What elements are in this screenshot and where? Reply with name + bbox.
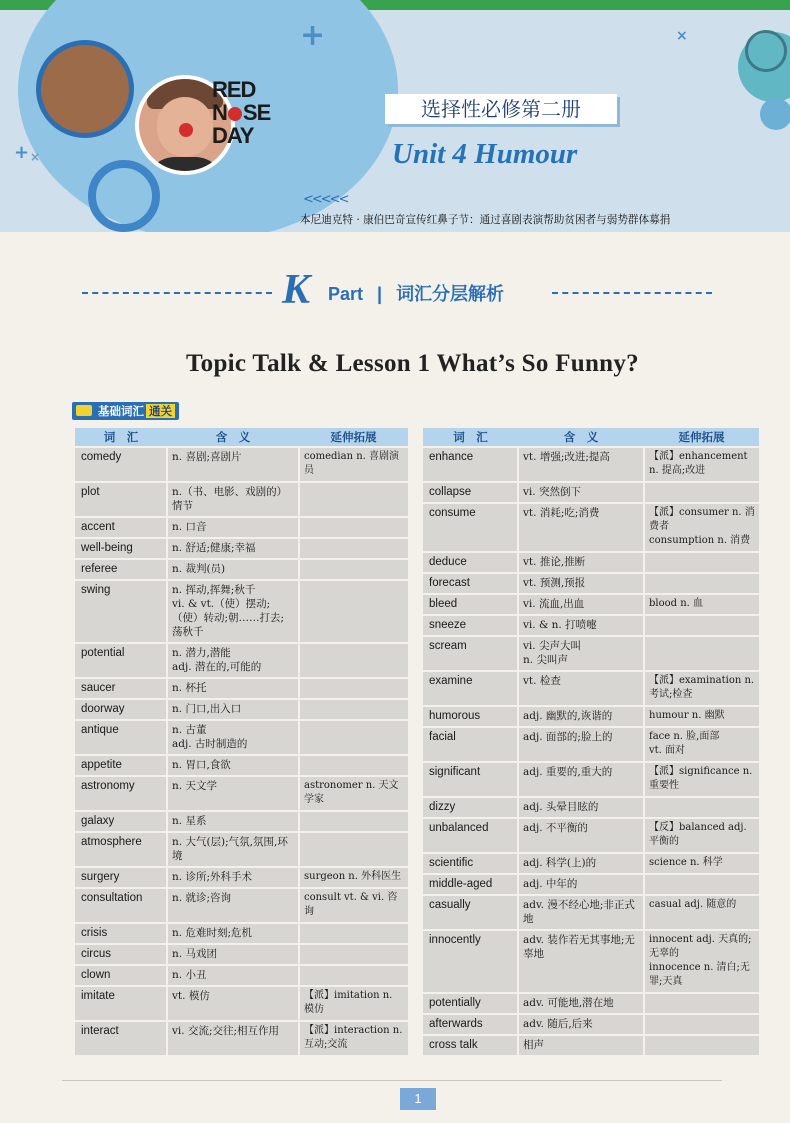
table-row	[75, 867, 408, 888]
vocab-extension: casual adj. 随意的	[644, 895, 759, 930]
vocab-word: significant	[423, 762, 518, 797]
vocab-extension: 【派】enhancement n. 提高;改进	[644, 447, 759, 482]
vocab-word: humorous	[423, 706, 518, 727]
vocab-extension	[299, 678, 408, 699]
dashed-divider	[552, 292, 712, 294]
table-row	[75, 755, 408, 776]
table-row	[75, 559, 408, 580]
red-nose-day-logo: RED N SE DAY	[212, 77, 271, 148]
vocab-word: comedy	[75, 447, 167, 482]
vocab-word: cross talk	[423, 1035, 518, 1056]
vocab-meaning: n. 喜剧;喜剧片	[167, 447, 299, 482]
vocab-word: plot	[75, 482, 167, 517]
vocab-word: sneeze	[423, 615, 518, 636]
column-header-word: 词 汇	[423, 428, 518, 447]
vocab-extension	[644, 552, 759, 573]
vocab-meaning: n. 古董 adj. 古时制造的	[167, 720, 299, 755]
vocab-meaning: adv. 随后,后来	[518, 1014, 644, 1035]
vocab-word: examine	[423, 671, 518, 706]
column-header-meaning: 含 义	[518, 428, 644, 447]
vocab-extension: science n. 科学	[644, 853, 759, 874]
book-icon	[76, 405, 92, 416]
table-row	[75, 1021, 408, 1056]
vocab-word: crisis	[75, 923, 167, 944]
vocab-meaning: adj. 科学(上)的	[518, 853, 644, 874]
vocab-extension	[644, 874, 759, 895]
vocab-meaning: adv. 漫不经心地;非正式地	[518, 895, 644, 930]
vocab-word: clown	[75, 965, 167, 986]
table-row	[423, 762, 759, 797]
part-heading	[82, 268, 712, 316]
table-row	[75, 986, 408, 1021]
vocab-extension: comedian n. 喜剧演员	[299, 447, 408, 482]
vocab-meaning: adj. 面部的;脸上的	[518, 727, 644, 762]
table-row	[423, 706, 759, 727]
crowd-photo	[41, 45, 129, 133]
part-label: Part | 词汇分层解析	[328, 284, 505, 304]
vocab-extension	[299, 944, 408, 965]
vocab-word: saucer	[75, 678, 167, 699]
table-row	[423, 503, 759, 552]
red-nose-icon	[179, 123, 193, 137]
vocab-meaning: n. 杯托	[167, 678, 299, 699]
cross-icon: ×	[676, 28, 688, 44]
vocab-meaning: adj. 重要的,重大的	[518, 762, 644, 797]
vocab-word: referee	[75, 559, 167, 580]
table-row	[423, 797, 759, 818]
vocab-extension: surgeon n. 外科医生	[299, 867, 408, 888]
plus-icon: +	[300, 18, 326, 53]
vocab-extension	[299, 699, 408, 720]
table-row	[423, 594, 759, 615]
vocab-extension: consult vt. & vi. 咨询	[299, 888, 408, 923]
vocab-word: dizzy	[423, 797, 518, 818]
chevron-left-icon: <<<<<	[303, 192, 348, 207]
column-header-meaning: 含 义	[167, 428, 299, 447]
plus-icon: +	[14, 142, 30, 163]
vocab-meaning: n. 诊所;外科手术	[167, 867, 299, 888]
vocab-word: afterwards	[423, 1014, 518, 1035]
vocab-word: middle-aged	[423, 874, 518, 895]
page-number: 1	[400, 1088, 436, 1110]
table-row	[75, 538, 408, 559]
vocab-meaning: vt. 推论,推断	[518, 552, 644, 573]
table-row	[423, 874, 759, 895]
table-row	[423, 671, 759, 706]
vocab-word: potential	[75, 643, 167, 678]
table-row	[423, 1035, 759, 1056]
vocab-word: enhance	[423, 447, 518, 482]
vocab-word: scream	[423, 636, 518, 671]
table-row	[423, 482, 759, 503]
vocab-meaning: n. 潜力,潜能 adj. 潜在的,可能的	[167, 643, 299, 678]
vocab-extension: 【反】balanced adj. 平衡的	[644, 818, 759, 853]
table-row	[75, 699, 408, 720]
table-row	[75, 776, 408, 811]
vocab-word: consume	[423, 503, 518, 552]
vocab-word: interact	[75, 1021, 167, 1056]
vocab-meaning: n. 危难时刻;危机	[167, 923, 299, 944]
vocab-word: facial	[423, 727, 518, 762]
vocab-extension	[299, 482, 408, 517]
vocab-extension	[299, 755, 408, 776]
vocab-extension	[644, 797, 759, 818]
table-row	[423, 895, 759, 930]
vocab-word: bleed	[423, 594, 518, 615]
vocab-extension: 【派】interaction n. 互动;交流	[299, 1021, 408, 1056]
vocab-extension	[299, 538, 408, 559]
photo-caption: 本尼迪克特 · 康伯巴奇宣传红鼻子节：通过喜剧表演帮助贫困者与弱势群体募捐	[300, 214, 671, 226]
vocab-word: imitate	[75, 986, 167, 1021]
vocab-extension	[299, 811, 408, 832]
vocab-meaning: vt. 模仿	[167, 986, 299, 1021]
table-row	[75, 944, 408, 965]
vocab-meaning: adj. 不平衡的	[518, 818, 644, 853]
vocab-word: deduce	[423, 552, 518, 573]
table-row	[75, 811, 408, 832]
vocab-word: surgery	[75, 867, 167, 888]
vocab-extension: humour n. 幽默	[644, 706, 759, 727]
vocab-table-right	[423, 428, 759, 1057]
vocab-word: consultation	[75, 888, 167, 923]
vocab-extension	[299, 559, 408, 580]
part-letter: K	[282, 267, 311, 313]
vocab-meaning: adv. 可能地,潜在地	[518, 993, 644, 1014]
vocab-extension: 【派】examination n. 考试;检查	[644, 671, 759, 706]
vocab-extension: innocent adj. 天真的;无辜的 innocence n. 清白;无罪;天真	[644, 930, 759, 993]
table-row	[423, 1014, 759, 1035]
vocab-extension	[644, 482, 759, 503]
table-row	[75, 720, 408, 755]
vocab-word: antique	[75, 720, 167, 755]
vocab-extension: 【派】consumer n. 消费者 consumption n. 消费	[644, 503, 759, 552]
vocab-extension: 【派】significance n. 重要性	[644, 762, 759, 797]
vocab-meaning: n. 门口,出入口	[167, 699, 299, 720]
vocab-word: astronomy	[75, 776, 167, 811]
vocab-word: well-being	[75, 538, 167, 559]
table-row	[75, 888, 408, 923]
vocab-meaning: vi. 交流;交往;相互作用	[167, 1021, 299, 1056]
vocab-meaning: vi. 流血,出血	[518, 594, 644, 615]
table-row	[423, 727, 759, 762]
vocab-meaning: adj. 幽默的,诙谐的	[518, 706, 644, 727]
table-row	[423, 573, 759, 594]
vocab-meaning: 相声	[518, 1035, 644, 1056]
vocab-word: scientific	[423, 853, 518, 874]
table-row	[75, 482, 408, 517]
vocab-meaning: n.（书、电影、戏剧的）情节	[167, 482, 299, 517]
table-row	[423, 552, 759, 573]
vocab-extension	[644, 636, 759, 671]
cross-icon: ×	[30, 150, 41, 164]
table-row	[75, 517, 408, 538]
vocab-extension	[299, 832, 408, 867]
vocab-word: accent	[75, 517, 167, 538]
vocab-word: atmosphere	[75, 832, 167, 867]
vocab-word: potentially	[423, 993, 518, 1014]
table-row	[75, 447, 408, 482]
vocab-extension	[644, 993, 759, 1014]
table-row	[423, 818, 759, 853]
vocab-extension	[299, 643, 408, 678]
vocab-word: collapse	[423, 482, 518, 503]
vocab-word: innocently	[423, 930, 518, 993]
vocab-extension	[644, 573, 759, 594]
vocab-word: casually	[423, 895, 518, 930]
part-title: 词汇分层解析	[396, 284, 505, 304]
header-banner	[0, 0, 790, 232]
vocab-meaning: adv. 装作若无其事地;无辜地	[518, 930, 644, 993]
vocab-meaning: vt. 预测,预报	[518, 573, 644, 594]
vocab-word: galaxy	[75, 811, 167, 832]
unit-title: Unit 4 Humour	[392, 138, 578, 170]
table-row	[75, 678, 408, 699]
vocab-meaning: vi. & n. 打喷嚏	[518, 615, 644, 636]
vocab-meaning: n. 天文学	[167, 776, 299, 811]
vocab-extension: astronomer n. 天文学家	[299, 776, 408, 811]
vocab-extension: 【派】imitation n. 模仿	[299, 986, 408, 1021]
dashed-divider	[82, 292, 272, 294]
table-row	[423, 930, 759, 993]
column-header-word: 词 汇	[75, 428, 167, 447]
lesson-title: Topic Talk & Lesson 1 What’s So Funny?	[185, 350, 639, 377]
column-header-extension: 延伸拓展	[299, 428, 408, 447]
vocab-meaning: n. 胃口,食欲	[167, 755, 299, 776]
vocab-meaning: vi. 尖声大叫 n. 尖叫声	[518, 636, 644, 671]
vocab-extension	[299, 923, 408, 944]
vocab-word: circus	[75, 944, 167, 965]
vocab-meaning: vt. 增强;改进;提高	[518, 447, 644, 482]
table-row	[75, 965, 408, 986]
vocab-extension	[644, 1014, 759, 1035]
vocab-extension	[299, 720, 408, 755]
column-header-extension: 延伸拓展	[644, 428, 759, 447]
vocab-word: appetite	[75, 755, 167, 776]
vocab-meaning: n. 挥动,挥舞;秋千 vi. & vt.（使）摆动;（使）转动;朝……打去;荡秋千	[167, 580, 299, 643]
table-row	[423, 636, 759, 671]
table-row	[75, 580, 408, 643]
vocab-meaning: vi. 突然倒下	[518, 482, 644, 503]
vocab-extension	[644, 1035, 759, 1056]
table-row	[75, 643, 408, 678]
book-title: 选择性必修第二册	[385, 94, 617, 124]
table-header-row	[75, 428, 408, 447]
vocab-word: swing	[75, 580, 167, 643]
table-header-row	[423, 428, 759, 447]
decorative-dot-right	[760, 98, 790, 130]
vocab-extension	[299, 580, 408, 643]
vocab-word: forecast	[423, 573, 518, 594]
footer-rule	[62, 1080, 722, 1081]
decorative-ring-right	[745, 30, 787, 72]
table-row	[75, 832, 408, 867]
vocab-meaning: n. 马戏团	[167, 944, 299, 965]
table-row	[423, 615, 759, 636]
vocab-meaning: n. 口音	[167, 517, 299, 538]
table-row	[423, 993, 759, 1014]
vocab-meaning: n. 舒适;健康;幸福	[167, 538, 299, 559]
vocab-meaning: n. 裁判(员)	[167, 559, 299, 580]
vocab-extension	[299, 965, 408, 986]
table-row	[423, 447, 759, 482]
vocab-meaning: n. 小丑	[167, 965, 299, 986]
vocab-meaning: n. 大气(层);气氛,氛围,环境	[167, 832, 299, 867]
vocab-meaning: vt. 检查	[518, 671, 644, 706]
vocab-extension	[299, 517, 408, 538]
table-row	[75, 923, 408, 944]
vocab-word: unbalanced	[423, 818, 518, 853]
vocab-table-left	[75, 428, 408, 1057]
vocab-meaning: adj. 中年的	[518, 874, 644, 895]
section-badge: 基础词汇 通关	[72, 402, 179, 420]
vocab-extension: blood n. 血	[644, 594, 759, 615]
vocab-extension: face n. 脸,面部 vt. 面对	[644, 727, 759, 762]
vocab-extension	[644, 615, 759, 636]
vocab-meaning: n. 星系	[167, 811, 299, 832]
table-row	[423, 853, 759, 874]
vocab-meaning: adj. 头晕目眩的	[518, 797, 644, 818]
vocab-word: doorway	[75, 699, 167, 720]
vocab-meaning: vt. 消耗;吃;消费	[518, 503, 644, 552]
vocab-meaning: n. 就诊;咨询	[167, 888, 299, 923]
